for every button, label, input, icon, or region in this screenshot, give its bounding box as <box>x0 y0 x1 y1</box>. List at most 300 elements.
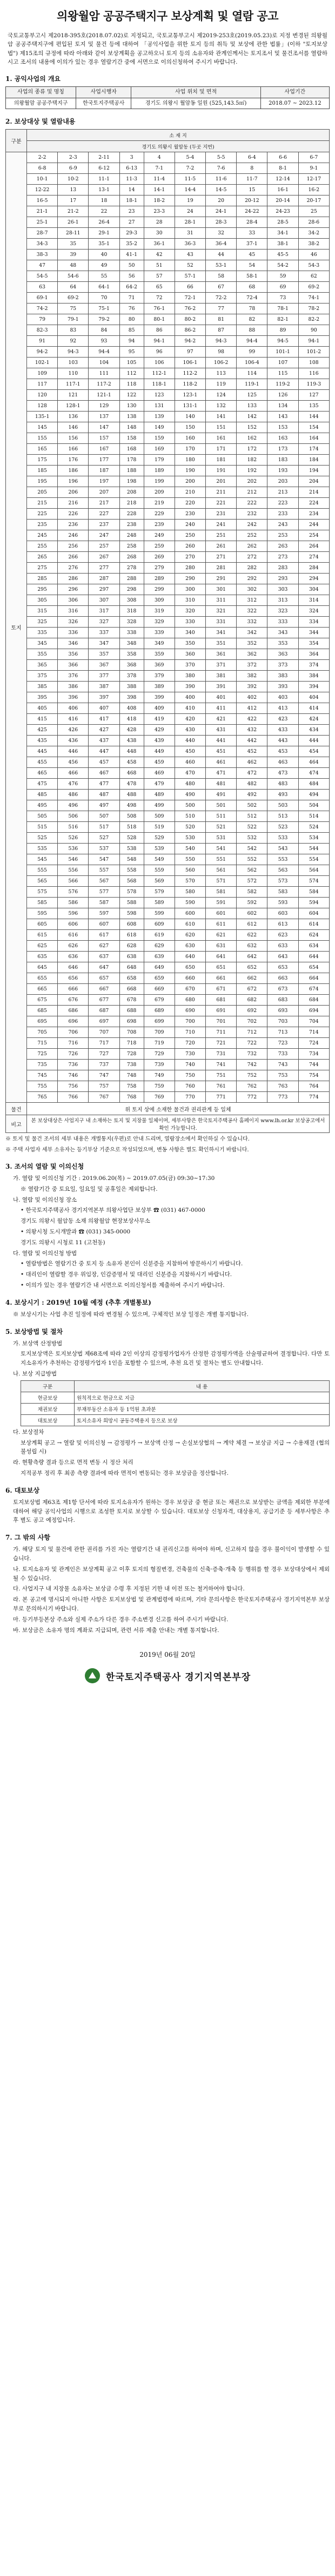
lot-number-cell: 53-1 <box>206 260 237 271</box>
lot-number-cell: 92 <box>58 336 89 347</box>
lot-number-cell: 102-1 <box>27 358 58 368</box>
table-row <box>6 206 330 217</box>
list-item: 가. 해당 토지 및 물건에 관한 권리를 가진 자는 열람기간 내 권리신고를 하여야 하며, 신고하지 않을 경우 불이익이 발생할 수 있습니다. <box>13 1546 330 1562</box>
lot-number-cell: 723 <box>267 1038 298 1049</box>
lot-number-cell: 274 <box>298 552 329 563</box>
lot-number-cell: 140 <box>175 412 205 422</box>
lot-number-cell: 76 <box>119 304 144 314</box>
lot-number-cell: 120 <box>27 390 58 401</box>
lot-number-cell: 364 <box>298 649 329 660</box>
lot-number-cell: 188 <box>119 466 144 476</box>
table-row <box>6 260 330 271</box>
section-6-heading: 6. 대토보상 <box>5 1486 40 1494</box>
section-7-list <box>5 1545 330 1635</box>
lot-number-cell: 55 <box>89 271 119 282</box>
section-2-heading: 2. 보상대상 및 열람내용 <box>5 118 76 126</box>
lot-number-cell: 24 <box>175 206 205 217</box>
lot-number-cell: 536 <box>58 844 89 854</box>
table-row <box>6 1006 330 1016</box>
table-row <box>6 790 330 800</box>
lot-number-cell: 692 <box>237 1006 267 1016</box>
lot-number-cell: 142 <box>237 412 267 422</box>
lot-number-cell: 357 <box>89 649 119 660</box>
list-item: ※ 열람기간 중 토요일, 일요일 및 공휴일은 제외합니다. <box>21 1185 158 1192</box>
lot-number-cell: 64-2 <box>119 282 144 293</box>
lot-number-cell: 764 <box>298 1081 329 1092</box>
lot-number-cell: 447 <box>89 746 119 757</box>
lot-number-cell: 758 <box>119 1081 144 1092</box>
lot-number-cell: 78-2 <box>298 304 329 314</box>
lot-number-cell: 548 <box>119 854 144 865</box>
lot-number-cell: 348 <box>119 638 144 649</box>
lot-number-cell: 359 <box>144 649 175 660</box>
lot-number-cell: 472 <box>237 768 267 779</box>
lot-number-cell: 558 <box>119 865 144 876</box>
lot-number-cell: 6-9 <box>58 163 89 174</box>
table-row <box>6 422 330 433</box>
table-row <box>6 476 330 487</box>
lot-number-cell: 6-13 <box>119 163 144 174</box>
lot-number-cell: 21-1 <box>27 206 58 217</box>
lot-number-cell: 259 <box>144 541 175 552</box>
lot-number-cell: 597 <box>89 908 119 919</box>
lot-number-cell: 121 <box>58 390 89 401</box>
lot-number-cell: 542 <box>237 844 267 854</box>
lot-number-cell: 103 <box>58 358 89 368</box>
table-row <box>6 433 330 444</box>
lot-number-cell: 529 <box>144 833 175 844</box>
lot-number-cell: 666 <box>58 984 89 995</box>
lot-number-cell: 245 <box>27 530 58 541</box>
organization-name: 한국토지주택공사 경기지역본부장 <box>105 1671 251 1683</box>
table-row <box>6 163 330 174</box>
lot-number-cell: 464 <box>298 757 329 768</box>
table-row <box>6 1027 330 1038</box>
lot-number-cell: 51 <box>144 260 175 271</box>
lot-number-cell: 225 <box>27 509 58 520</box>
lot-number-cell: 686 <box>58 1006 89 1016</box>
lot-number-cell: 184 <box>298 455 329 466</box>
lot-number-cell: 563 <box>267 865 298 876</box>
lot-number-cell: 516 <box>58 822 89 833</box>
lot-number-cell: 461 <box>206 757 237 768</box>
col-header: 사업시행자 <box>76 87 131 98</box>
lot-number-cell: 112-1 <box>144 368 175 379</box>
lot-number-cell: 417 <box>89 714 119 725</box>
lot-number-cell: 591 <box>206 898 237 908</box>
lot-number-cell: 180 <box>175 455 205 466</box>
lot-number-cell: 462 <box>237 757 267 768</box>
table-row <box>6 239 330 249</box>
lot-number-cell: 637 <box>89 952 119 962</box>
lot-number-cell: 264 <box>298 541 329 552</box>
lot-number-cell: 191 <box>206 466 237 476</box>
lot-number-cell: 389 <box>144 682 175 692</box>
table-cell: 본 보상대상은 사업지구 내 소재하는 토지 및 지장물 일체이며, 세부사항은 한국토지주택공사 홈페이지 www.lh.or.kr 보상공고에서 확인 가능합니다. <box>27 1115 330 1133</box>
lot-list-table <box>5 129 330 1133</box>
lot-number-cell: 241 <box>206 520 237 530</box>
lot-number-cell: 436 <box>58 736 89 746</box>
lot-number-cell: 308 <box>119 595 144 606</box>
lot-number-cell: 101-2 <box>298 347 329 358</box>
lot-number-cell: 488 <box>119 790 144 800</box>
lot-number-cell: 763 <box>267 1081 298 1092</box>
lot-number-cell: 770 <box>175 1092 205 1103</box>
lot-number-cell: 326 <box>58 617 89 628</box>
lot-number-cell: 265 <box>27 552 58 563</box>
lot-number-cell: 483 <box>267 779 298 790</box>
lot-number-cell: 634 <box>298 941 329 952</box>
lot-number-cell: 35 <box>58 239 89 249</box>
lot-number-cell: 471 <box>206 768 237 779</box>
table-row <box>6 757 330 768</box>
lot-number-cell: 205 <box>27 487 58 498</box>
lot-number-cell: 401 <box>206 692 237 703</box>
lot-number-cell: 572 <box>237 876 267 887</box>
lot-number-cell: 44 <box>206 249 237 260</box>
lot-number-cell: 214 <box>298 487 329 498</box>
lot-number-cell: 530 <box>175 833 205 844</box>
lot-number-cell: 579 <box>144 887 175 898</box>
lot-number-cell: 741 <box>206 1060 237 1070</box>
lot-number-cell: 200 <box>175 476 205 487</box>
lot-number-cell: 540 <box>175 844 205 854</box>
col-header: 소 재 지 <box>27 130 330 141</box>
lot-number-cell: 94 <box>119 336 144 347</box>
lot-number-cell: 413 <box>267 703 298 714</box>
lot-number-cell: 695 <box>27 1016 58 1027</box>
lot-number-cell: 224 <box>298 498 329 509</box>
lot-number-cell: 112-2 <box>175 368 205 379</box>
lot-number-cell: 72-2 <box>206 293 237 304</box>
lot-number-cell: 20-14 <box>267 195 298 206</box>
lot-number-cell: 252 <box>237 530 267 541</box>
table-row <box>6 854 330 865</box>
lot-number-cell: 80 <box>119 314 144 325</box>
lot-number-cell: 527 <box>89 833 119 844</box>
lot-number-cell: 20 <box>206 195 237 206</box>
lot-number-cell: 496 <box>58 800 89 811</box>
lot-number-cell: 612 <box>237 919 267 930</box>
lot-number-cell: 761 <box>206 1081 237 1092</box>
lot-number-cell: 733 <box>267 1049 298 1060</box>
lot-number-cell: 571 <box>206 876 237 887</box>
lot-number-cell: 735 <box>27 1060 58 1070</box>
lot-number-cell: 197 <box>89 476 119 487</box>
lot-number-cell: 304 <box>298 584 329 595</box>
lot-number-cell: 66 <box>175 282 205 293</box>
lot-number-cell: 317 <box>89 606 119 617</box>
lot-number-cell: 533 <box>267 833 298 844</box>
table-row <box>6 768 330 779</box>
lot-number-cell: 485 <box>27 790 58 800</box>
table-row <box>6 876 330 887</box>
lot-number-cell: 703 <box>267 1016 298 1027</box>
lot-number-cell: 300 <box>175 584 205 595</box>
lot-number-cell: 206 <box>58 487 89 498</box>
lot-number-cell: 594 <box>298 898 329 908</box>
lot-number-cell: 115 <box>267 368 298 379</box>
lot-number-cell: 596 <box>58 908 89 919</box>
lot-number-cell: 520 <box>175 822 205 833</box>
lot-number-cell: 584 <box>298 887 329 898</box>
lot-number-cell: 459 <box>144 757 175 768</box>
lot-number-cell: 94-3 <box>58 347 89 358</box>
lot-number-cell: 697 <box>89 1016 119 1027</box>
col-header: 구분 <box>6 130 27 152</box>
lot-number-cell: 194 <box>298 466 329 476</box>
lot-number-cell: 296 <box>58 584 89 595</box>
lot-number-cell: 689 <box>144 1006 175 1016</box>
lot-number-cell: 244 <box>298 520 329 530</box>
table-cell: 2018.07 ~ 2023.12 <box>260 98 329 109</box>
lot-number-cell: 57 <box>144 271 175 282</box>
lot-number-cell: 429 <box>144 725 175 736</box>
lot-number-cell: 63 <box>27 282 58 293</box>
lot-number-cell: 510 <box>175 811 205 822</box>
intro-paragraph: 국토교통부고시 제2018-395호(2018.07.02)로 지정되고, 국토교통부고시 제2019-253호(2019.05.23)로 지정 변경된 의왕월암 공공주택지구에 편입된 토지 및 물건 등에 대하여 「공익사업을 위한 토지 등의 취득 및 보상에 관한 법률」(이하 "토지보상법") 제15조의 규정에 따라 아래와 같이 보상계획을 공고하오니 토지 등의 소유자와 관계인께서는 토지조서 및 물건조서를 열람하시고 조서의 내용에 이의가 있는 경우 열람기간 중에 서면으로 이의신청하여 주시기 바랍니다. <box>8 32 327 65</box>
lot-number-cell: 159 <box>144 433 175 444</box>
table-row <box>6 390 330 401</box>
lot-number-cell: 626 <box>58 941 89 952</box>
lot-number-cell: 295 <box>27 584 58 595</box>
table-row <box>6 1092 330 1103</box>
lot-number-cell: 47 <box>27 260 58 271</box>
lot-number-cell: 470 <box>175 768 205 779</box>
lot-number-cell: 270 <box>175 552 205 563</box>
lot-number-cell: 303 <box>267 584 298 595</box>
lot-number-cell: 131-1 <box>175 401 205 412</box>
lot-number-cell: 293 <box>267 574 298 584</box>
lot-number-cell: 629 <box>144 941 175 952</box>
table-cell: 대토보상 <box>21 1414 75 1426</box>
lot-number-cell: 621 <box>206 930 237 941</box>
lot-number-cell: 28-4 <box>237 217 267 228</box>
footer-organization <box>5 1668 330 1684</box>
lot-number-cell: 271 <box>206 552 237 563</box>
table-cell: 채권보상 <box>21 1403 75 1414</box>
lot-number-cell: 143 <box>267 412 298 422</box>
lot-number-cell: 32 <box>206 228 237 239</box>
lot-number-cell: 600 <box>175 908 205 919</box>
lot-number-cell: 701 <box>206 1016 237 1027</box>
section-7-heading: 7. 그 밖의 사항 <box>5 1534 51 1542</box>
notice-page <box>5 0 330 1684</box>
lot-number-cell: 535 <box>27 844 58 854</box>
lot-number-cell: 376 <box>58 671 89 682</box>
lot-number-cell: 567 <box>89 876 119 887</box>
lot-number-cell: 280 <box>175 563 205 574</box>
lot-number-cell: 481 <box>206 779 237 790</box>
lot-number-cell: 69 <box>267 282 298 293</box>
lot-number-cell: 659 <box>144 973 175 984</box>
lot-number-cell: 730 <box>175 1049 205 1060</box>
lot-number-cell: 714 <box>298 1027 329 1038</box>
lot-number-cell: 106-1 <box>175 358 205 368</box>
table-row <box>6 941 330 952</box>
lot-number-cell: 397 <box>89 692 119 703</box>
table-row <box>6 304 330 314</box>
lot-number-cell: 768 <box>119 1092 144 1103</box>
lot-number-cell: 106-4 <box>237 358 267 368</box>
table-row <box>6 530 330 541</box>
lot-number-cell: 50 <box>119 260 144 271</box>
lot-number-cell: 432 <box>237 725 267 736</box>
lot-number-cell: 156 <box>58 433 89 444</box>
lot-number-cell: 213 <box>267 487 298 498</box>
lot-number-cell: 772 <box>237 1092 267 1103</box>
lot-number-cell: 406 <box>58 703 89 714</box>
lot-number-cell: 329 <box>144 617 175 628</box>
lot-number-cell: 503 <box>267 800 298 811</box>
lot-number-cell: 395 <box>27 692 58 703</box>
lot-number-cell: 299 <box>144 584 175 595</box>
lot-number-cell: 416 <box>58 714 89 725</box>
lot-number-cell: 731 <box>206 1049 237 1060</box>
lot-number-cell: 425 <box>27 725 58 736</box>
lot-number-cell: 114 <box>237 368 267 379</box>
lot-number-cell: 33 <box>237 228 267 239</box>
lot-number-cell: 746 <box>58 1070 89 1081</box>
lot-number-cell: 80-1 <box>144 314 175 325</box>
lot-number-cell: 545 <box>27 854 58 865</box>
lot-number-cell: 24-22 <box>237 206 267 217</box>
lot-number-cell: 7-2 <box>175 163 205 174</box>
lot-number-cell: 382 <box>237 671 267 682</box>
lot-number-cell: 34-2 <box>298 228 329 239</box>
table-cell: 현금보상 <box>21 1392 75 1403</box>
lot-number-cell: 79-2 <box>89 314 119 325</box>
lot-number-cell: 402 <box>237 692 267 703</box>
subsection-title: 가. 보상액 산정방법 <box>13 1340 63 1347</box>
lot-number-cell: 30 <box>144 228 175 239</box>
table-row <box>6 746 330 757</box>
lot-number-cell: 118-2 <box>175 379 205 390</box>
lot-number-cell: 234 <box>298 509 329 520</box>
lot-number-cell: 336 <box>58 628 89 638</box>
lot-number-cell: 119-3 <box>298 379 329 390</box>
lot-number-cell: 656 <box>58 973 89 984</box>
lot-number-cell: 369 <box>144 660 175 671</box>
lot-number-cell: 168 <box>119 444 144 455</box>
lot-number-cell: 19 <box>175 195 205 206</box>
lot-number-cell: 106-2 <box>206 358 237 368</box>
lot-number-cell: 163 <box>267 433 298 444</box>
lot-number-cell: 139 <box>144 412 175 422</box>
table-row <box>6 293 330 304</box>
lot-number-cell: 372 <box>237 660 267 671</box>
lot-number-cell: 403 <box>267 692 298 703</box>
lot-number-cell: 669 <box>144 984 175 995</box>
lot-number-cell: 330 <box>175 617 205 628</box>
lot-number-cell: 278 <box>119 563 144 574</box>
lot-number-cell: 263 <box>267 541 298 552</box>
table-row <box>6 195 330 206</box>
table-row <box>6 584 330 595</box>
lot-number-cell: 5-5 <box>206 152 237 163</box>
lot-number-cell: 719 <box>144 1038 175 1049</box>
lot-number-cell: 728 <box>119 1049 144 1060</box>
lot-number-cell: 354 <box>298 638 329 649</box>
lot-number-cell: 439 <box>144 736 175 746</box>
lot-number-cell: 371 <box>206 660 237 671</box>
table-row <box>6 282 330 293</box>
lot-number-cell: 551 <box>206 854 237 865</box>
lot-number-cell: 754 <box>298 1070 329 1081</box>
lot-number-cell: 186 <box>58 466 89 476</box>
lot-number-cell: 59 <box>267 271 298 282</box>
table-row <box>6 952 330 962</box>
lot-number-cell: 41-1 <box>119 249 144 260</box>
lot-number-cell: 215 <box>27 498 58 509</box>
lot-number-cell: 144 <box>298 412 329 422</box>
lot-number-cell: 752 <box>237 1070 267 1081</box>
lot-number-cell: 388 <box>119 682 144 692</box>
lot-number-cell: 534 <box>298 833 329 844</box>
lot-number-cell: 99 <box>237 347 267 358</box>
lot-number-cell: 440 <box>175 736 205 746</box>
lot-number-cell: 757 <box>89 1081 119 1092</box>
lot-number-cell: 490 <box>175 790 205 800</box>
lot-number-cell: 564 <box>298 865 329 876</box>
lot-number-cell: 590 <box>175 898 205 908</box>
lot-number-cell: 358 <box>119 649 144 660</box>
lot-number-cell: 658 <box>119 973 144 984</box>
lot-number-cell: 89 <box>267 325 298 336</box>
lot-number-cell: 537 <box>89 844 119 854</box>
lot-number-cell: 22 <box>89 206 119 217</box>
list-item: 라. 본 공고에 명시되지 아니한 사항은 토지보상법 및 관계법령에 따르며, 기타 문의사항은 한국토지주택공사 경기지역본부 보상부로 문의하시기 바랍니다. <box>13 1596 330 1612</box>
lot-number-cell: 290 <box>175 574 205 584</box>
lot-number-cell: 94-4 <box>237 336 267 347</box>
table-row <box>6 844 330 854</box>
lot-number-cell: 349 <box>144 638 175 649</box>
lot-number-cell: 123-1 <box>175 390 205 401</box>
lot-number-cell: 292 <box>237 574 267 584</box>
table-cell: 한국토지주택공사 <box>76 98 131 109</box>
table-row <box>6 325 330 336</box>
table-row <box>6 800 330 811</box>
table-row <box>6 509 330 520</box>
lot-number-cell: 79-1 <box>58 314 89 325</box>
lot-number-cell: 740 <box>175 1060 205 1070</box>
lot-number-cell: 493 <box>267 790 298 800</box>
lot-number-cell: 132 <box>206 401 237 412</box>
lot-number-cell: 602 <box>237 908 267 919</box>
lot-number-cell: 512 <box>237 811 267 822</box>
lot-number-cell: 288 <box>119 574 144 584</box>
lot-number-cell: 14 <box>119 185 144 195</box>
list-item: 경기도 의왕시 월암동 소재 의왕월암 현장보상사무소 <box>21 1218 150 1225</box>
lot-number-cell: 497 <box>89 800 119 811</box>
lot-number-cell: 609 <box>144 919 175 930</box>
lot-number-cell: 125 <box>237 390 267 401</box>
lot-number-cell: 13-1 <box>89 185 119 195</box>
lot-number-cell: 702 <box>237 1016 267 1027</box>
table-row <box>6 574 330 584</box>
lot-number-cell: 344 <box>298 628 329 638</box>
lot-number-cell: 468 <box>119 768 144 779</box>
table-row <box>6 336 330 347</box>
lot-number-cell: 117 <box>27 379 58 390</box>
table-row <box>6 1081 330 1092</box>
lot-number-cell: 366 <box>58 660 89 671</box>
lot-number-cell: 54-5 <box>27 271 58 282</box>
lot-number-cell: 6-8 <box>27 163 58 174</box>
lot-number-cell: 446 <box>58 746 89 757</box>
lot-number-cell: 204 <box>298 476 329 487</box>
lot-number-cell: 20-12 <box>237 195 267 206</box>
